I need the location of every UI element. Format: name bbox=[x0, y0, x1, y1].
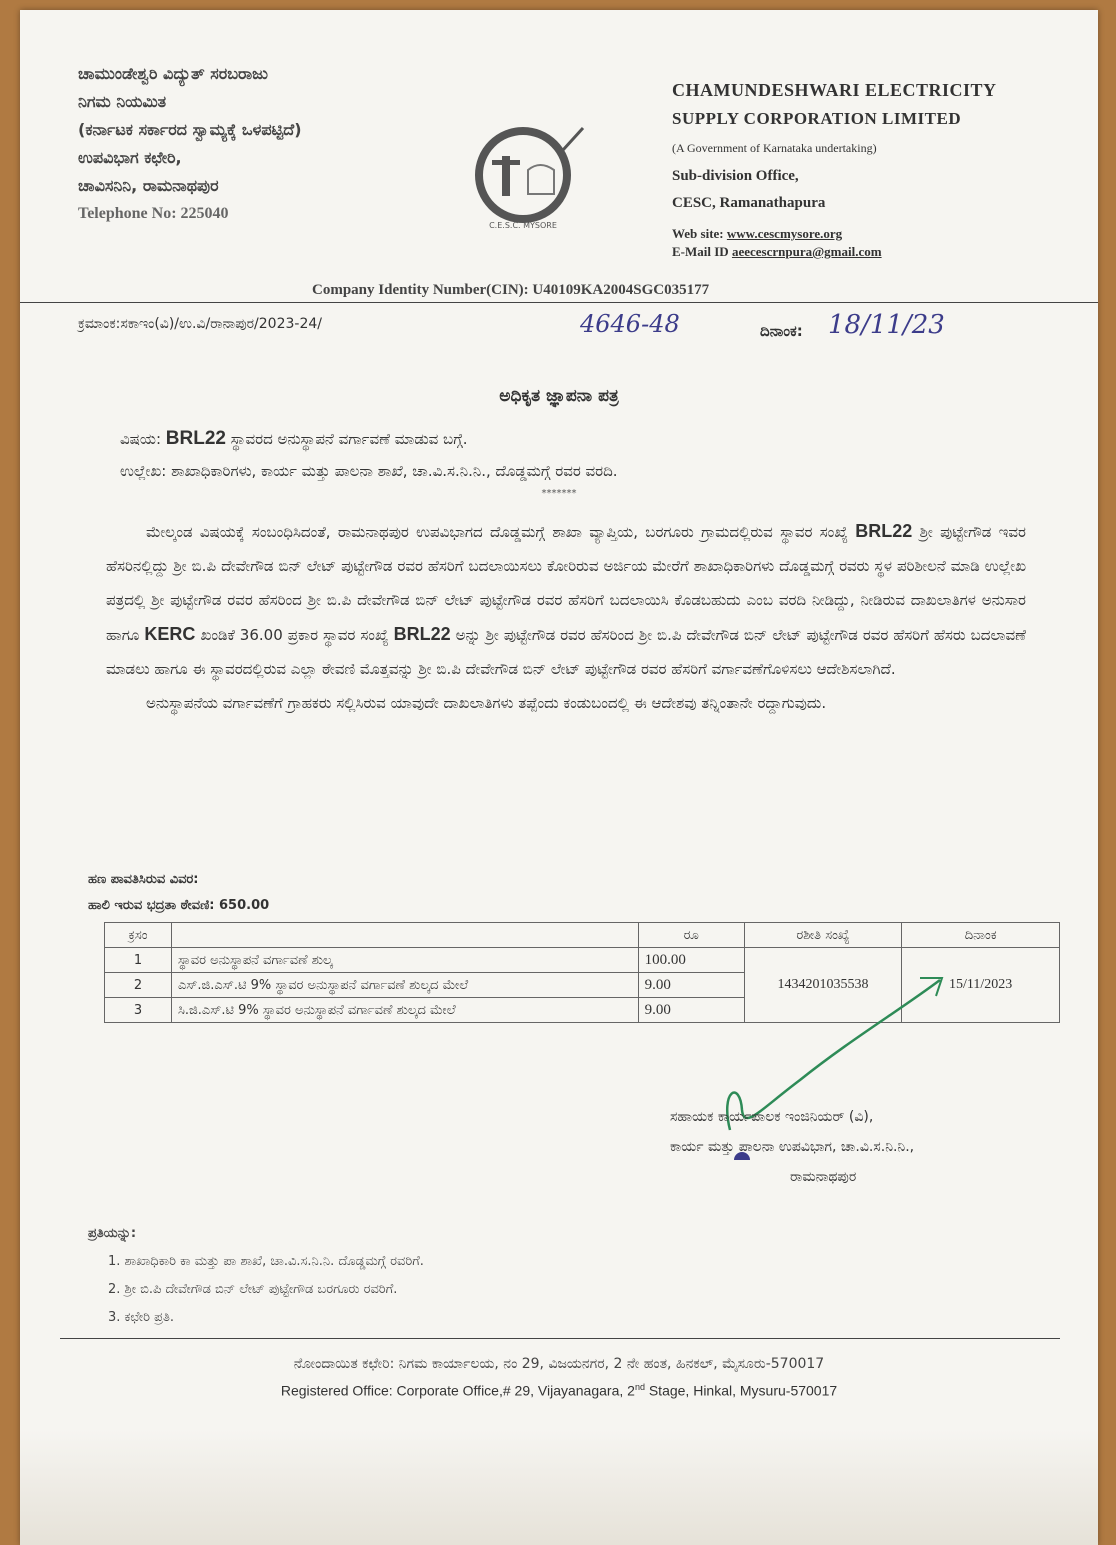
p1-kerc: KERC bbox=[144, 624, 196, 644]
paragraph-2: ಅನುಸ್ಥಾಪನೆಯ ವರ್ಗಾವಣೆಗೆ ಗ್ರಾಹಕರು ಸಲ್ಲಿಸಿರುವ ಯಾವುದೇ ದಾಖಲಾತಿಗಳು ತಪ್ಪೆಂದು ಕಂಡುಬಂದಲ್ಲಿ ಈ ಆದೇಶವು ತನ್ನಿಂತಾನೇ ರದ್ದಾಗುವುದು. bbox=[146, 694, 827, 712]
footer-en-sup: nd bbox=[634, 1382, 645, 1392]
email-line bbox=[672, 244, 997, 260]
document-title: ಅಧಿಕೃತ ಜ್ಞಾಪನಾ ಪತ್ರ bbox=[499, 386, 619, 406]
letterhead-english bbox=[672, 80, 997, 260]
company-name-1: CHAMUNDESHWARI ELECTRICITY bbox=[672, 80, 997, 100]
website-label: Web site: bbox=[672, 226, 724, 241]
office-place: CESC, Ramanathapura bbox=[672, 195, 826, 211]
reference-number-handwritten: 4646-48 bbox=[580, 310, 680, 338]
website-link[interactable]: www.cescmysore.org bbox=[726, 226, 843, 241]
signatory-division: ಕಾರ್ಯ ಮತ್ತು ಪಾಲನಾ ಉಪವಿಭಾಗ, ಚಾ.ವಿ.ಸ.ನಿ.ನಿ., bbox=[670, 1139, 915, 1155]
receipt-date: 15/11/2023 bbox=[902, 948, 1060, 1023]
subject-label: ವಿಷಯ: bbox=[120, 430, 161, 448]
company-name-2: SUPPLY CORPORATION LIMITED bbox=[672, 109, 962, 128]
telephone: Telephone No: 225040 bbox=[78, 205, 229, 222]
subject-text: ಸ್ಥಾವರದ ಅನುಸ್ಥಾಪನೆ ವರ್ಗಾವಣೆ ಮಾಡುವ ಬಗ್ಗೆ. bbox=[230, 430, 468, 448]
govt-undertaking: (A Government of Karnataka undertaking) bbox=[672, 141, 877, 155]
header-divider bbox=[20, 302, 1098, 303]
footer-english bbox=[20, 1382, 1098, 1399]
col-receipt: ರಶೀತಿ ಸಂಖ್ಯೆ bbox=[744, 923, 902, 948]
p1-code: BRL22 bbox=[855, 521, 913, 541]
reference-label: ಉಲ್ಲೇಖ: bbox=[120, 462, 167, 480]
row-amount: 9.00 bbox=[638, 998, 744, 1023]
row-sl: 2 bbox=[105, 973, 172, 998]
signatory-designation: ಸಹಾಯಕ ಕಾರ್ಯಪಾಲಕ ಇಂಜಿನಿಯರ್ (ವಿ), bbox=[670, 1109, 874, 1125]
row-desc: ಎಸ್.ಜಿ.ಎಸ್.ಟಿ 9% ಸ್ಥಾವರ ಅನುಸ್ಥಾಪನೆ ವರ್ಗಾವಣೆ ಶುಲ್ಕದ ಮೇಲೆ bbox=[171, 973, 638, 998]
col-desc bbox=[171, 923, 638, 948]
copies-block bbox=[88, 1220, 424, 1332]
paragraph-1 bbox=[106, 514, 1026, 686]
office-name: Sub-division Office, bbox=[672, 168, 799, 184]
p1-code-2: BRL22 bbox=[393, 624, 451, 644]
existing-deposit: ಹಾಲಿ ಇರುವ ಭದ್ರತಾ ಠೇವಣಿ: 650.00 bbox=[88, 898, 270, 913]
row-desc: ಸ್ಥಾವರ ಅನುಸ್ಥಾಪನೆ ವರ್ಗಾವಣೆ ಶುಲ್ಕ bbox=[171, 948, 638, 973]
row-sl: 1 bbox=[105, 948, 172, 973]
subject-code: BRL22 bbox=[165, 428, 226, 449]
payment-details-label: ಹಣ ಪಾವತಿಸಿರುವ ವಿವರ: bbox=[88, 872, 199, 887]
kn-line-5: ಚಾವಿಸನಿನಿ, ರಾಮನಾಥಪುರ bbox=[78, 176, 219, 195]
kn-line-3: (ಕರ್ನಾಟಕ ಸರ್ಕಾರದ ಸ್ವಾಮ್ಯಕ್ಕೆ ಒಳಪಟ್ಟಿದೆ) bbox=[78, 120, 302, 139]
row-amount: 9.00 bbox=[638, 973, 744, 998]
email-link[interactable]: aeecescrnpura@gmail.com bbox=[731, 244, 882, 259]
kn-line-1: ಚಾಮುಂಡೇಶ್ವರಿ ವಿದ್ಯುತ್ ಸರಬರಾಜು bbox=[78, 64, 268, 83]
footer-divider bbox=[60, 1338, 1060, 1339]
letter-body bbox=[106, 514, 1026, 720]
signatory-block bbox=[670, 1102, 976, 1192]
cin-number: Company Identity Number(CIN): U40109KA2004SGC035177 bbox=[312, 282, 710, 298]
row-desc: ಸಿ.ಜಿ.ಎಸ್.ಟಿ 9% ಸ್ಥಾವರ ಅನುಸ್ಥಾಪನೆ ವರ್ಗಾವಣೆ ಶುಲ್ಕದ ಮೇಲೆ bbox=[171, 998, 638, 1023]
subject-line bbox=[120, 428, 468, 450]
table-header-row bbox=[105, 923, 1060, 948]
letterhead-kannada bbox=[78, 60, 302, 228]
reference-text: ಶಾಖಾಧಿಕಾರಿಗಳು, ಕಾರ್ಯ ಮತ್ತು ಪಾಲನಾ ಶಾಖೆ, ಚಾ.ವಿ.ಸ.ನಿ.ನಿ., ದೊಡ್ಡಮಗ್ಗೆ ರವರ ವರದಿ. bbox=[171, 462, 618, 480]
copy-item: 1. ಶಾಖಾಧಿಕಾರಿ ಕಾ ಮತ್ತು ಪಾ ಶಾಖೆ, ಚಾ.ವಿ.ಸ.ನಿ.ನಿ. ದೊಡ್ಡಮಗ್ಗೆ ರವರಿಗೆ. bbox=[108, 1254, 424, 1269]
footer-kannada: ನೋಂದಾಯಿತ ಕಛೇರಿ: ನಿಗಮ ಕಾರ್ಯಾಲಯ, ನಂ 29, ವಿಜಯನಗರ, 2 ನೇ ಹಂತ, ಹಿನಕಲ್, ಮೈಸೂರು-570017 bbox=[293, 1356, 825, 1372]
separator: ******* bbox=[541, 488, 577, 499]
email-label: E-Mail ID bbox=[672, 244, 729, 259]
signatory-place: ರಾಮನಾಥಪುರ bbox=[790, 1169, 857, 1185]
reference-line bbox=[120, 462, 618, 480]
col-sl: ಕ್ರಸಂ bbox=[105, 923, 172, 948]
col-amount: ರೂ bbox=[638, 923, 744, 948]
p1-part-a: ಮೇಲ್ಕಂಡ ವಿಷಯಕ್ಕೆ ಸಂಬಂಧಿಸಿದಂತೆ, ರಾಮನಾಥಪುರ ಉಪವಿಭಾಗದ ದೊಡ್ಡಮಗ್ಗೆ ಶಾಖಾ ವ್ಯಾಪ್ತಿಯ, ಬರಗೂರು ಗ್ರಾಮದಲ್ಲಿರುವ ಸ್ಥಾವರ ಸಂಖ್ಯೆ bbox=[146, 523, 848, 541]
row-amount: 100.00 bbox=[638, 948, 744, 973]
p1-part-d: ಅನ್ನು ಶ್ರೀ ಪುಟ್ಟೇಗೌಡ ರವರ ಹೆಸರಿಂದ ಶ್ರೀ ಬಿ.ಪಿ ದೇವೇಗೌಡ ಬಿನ್ ಲೇಟ್ ಪುಟ್ಟೇಗೌಡ ರವರ ಹೆಸರಿಗೆ ಹೆಸರು ಬದಲಾವಣೆ ಮಾಡಲು ಹಾಗೂ ಈ ಸ್ಥಾವರದಲ್ಲಿರುವ ಎಲ್ಲಾ ಠೇವಣಿ ಮೊತ್ತವನ್ನು ಶ್ರೀ ಬಿ.ಪಿ ದೇವೇಗೌಡ ಬಿನ್ ಲೇಟ್ ಪುಟ್ಟೇಗೌಡ ರವರ ಹೆಸರಿಗೆ ವರ್ಗಾವಣೆಗೊಳಿಸಲು ಆದೇಶಿಸಲಾಗಿದೆ. bbox=[106, 626, 1026, 678]
paper-shadow bbox=[20, 1430, 1098, 1545]
p1-part-c: ಖಂಡಿಕೆ 36.00 ಪ್ರಕಾರ ಸ್ಥಾವರ ಸಂಖ್ಯೆ bbox=[200, 626, 389, 644]
receipt-number: 1434201035538 bbox=[744, 948, 902, 1023]
footer-en-part-a: Registered Office: Corporate Office,# 29, Vijayanagara, 2 bbox=[280, 1382, 635, 1399]
footer-en-part-b: Stage, Hinkal, Mysuru-570017 bbox=[644, 1382, 838, 1399]
copy-item: 3. ಕಛೇರಿ ಪ್ರತಿ. bbox=[108, 1310, 175, 1325]
copy-item: 2. ಶ್ರೀ ಬಿ.ಪಿ ದೇವೇಗೌಡ ಬಿನ್ ಲೇಟ್ ಪುಟ್ಟೇಗೌಡ ಬರಗೂರು ರವರಿಗೆ. bbox=[108, 1282, 398, 1297]
logo-text: C.E.S.C. MYSORE bbox=[489, 221, 557, 230]
cesc-logo-icon bbox=[468, 120, 588, 230]
p1-part-b: ಶ್ರೀ ಪುಟ್ಟೇಗೌಡ ಇವರ ಹೆಸರಿನಲ್ಲಿದ್ದು ಶ್ರೀ ಬಿ.ಪಿ ದೇವೇಗೌಡ ಬಿನ್ ಲೇಟ್ ಪುಟ್ಟೇಗೌಡ ರವರ ಹೆಸರಿಗೆ ಬದಲಾಯಿಸಲು ಕೋರಿರುವ ಅರ್ಜಿಯ ಮೇರೆಗೆ ಶಾಖಾಧಿಕಾರಿಗಳು ದೊಡ್ಡಮಗ್ಗೆ ರವರು ಸ್ಥಳ ಪರಿಶೀಲನೆ ಮಾಡಿ ಉಲ್ಲೇಖ ಪತ್ರದಲ್ಲಿ ಶ್ರೀ ಪುಟ್ಟೇಗೌಡ ರವರ ಹೆಸರಿಂದ ಶ್ರೀ ಬಿ.ಪಿ ದೇವೇಗೌಡ ಬಿನ್ ಲೇಟ್ ಪುಟ್ಟೇಗೌಡ ರವರ ಹೆಸರಿಗೆ ಬದಲಾಯಿಸಿ ಕೊಡಬಹುದು ಎಂಬ ವರದಿ ನೀಡಿದ್ದು, ನೀಡಿರುವ ದಾಖಲಾತಿಗಳ ಅನುಸಾರ ಹಾಗೂ bbox=[106, 523, 1026, 644]
row-sl: 3 bbox=[105, 998, 172, 1023]
kn-line-2: ನಿಗಮ ನಿಯಮಿತ bbox=[78, 92, 167, 111]
date-handwritten: 18/11/23 bbox=[828, 310, 945, 340]
reference-number-printed: ಕ್ರಮಾಂಕ:ಸಕಾಇಂ(ವಿ)/ಉ.ವಿ/ರಾನಾಪುರ/2023-24/ bbox=[78, 316, 322, 332]
col-date: ದಿನಾಂಕ bbox=[902, 923, 1060, 948]
website-line bbox=[672, 226, 997, 242]
document-page bbox=[20, 10, 1098, 1545]
kn-line-4: ಉಪವಿಭಾಗ ಕಛೇರಿ, bbox=[78, 148, 182, 167]
date-label: ದಿನಾಂಕ: bbox=[760, 322, 803, 340]
copies-label: ಪ್ರತಿಯನ್ನು: bbox=[88, 1226, 137, 1241]
